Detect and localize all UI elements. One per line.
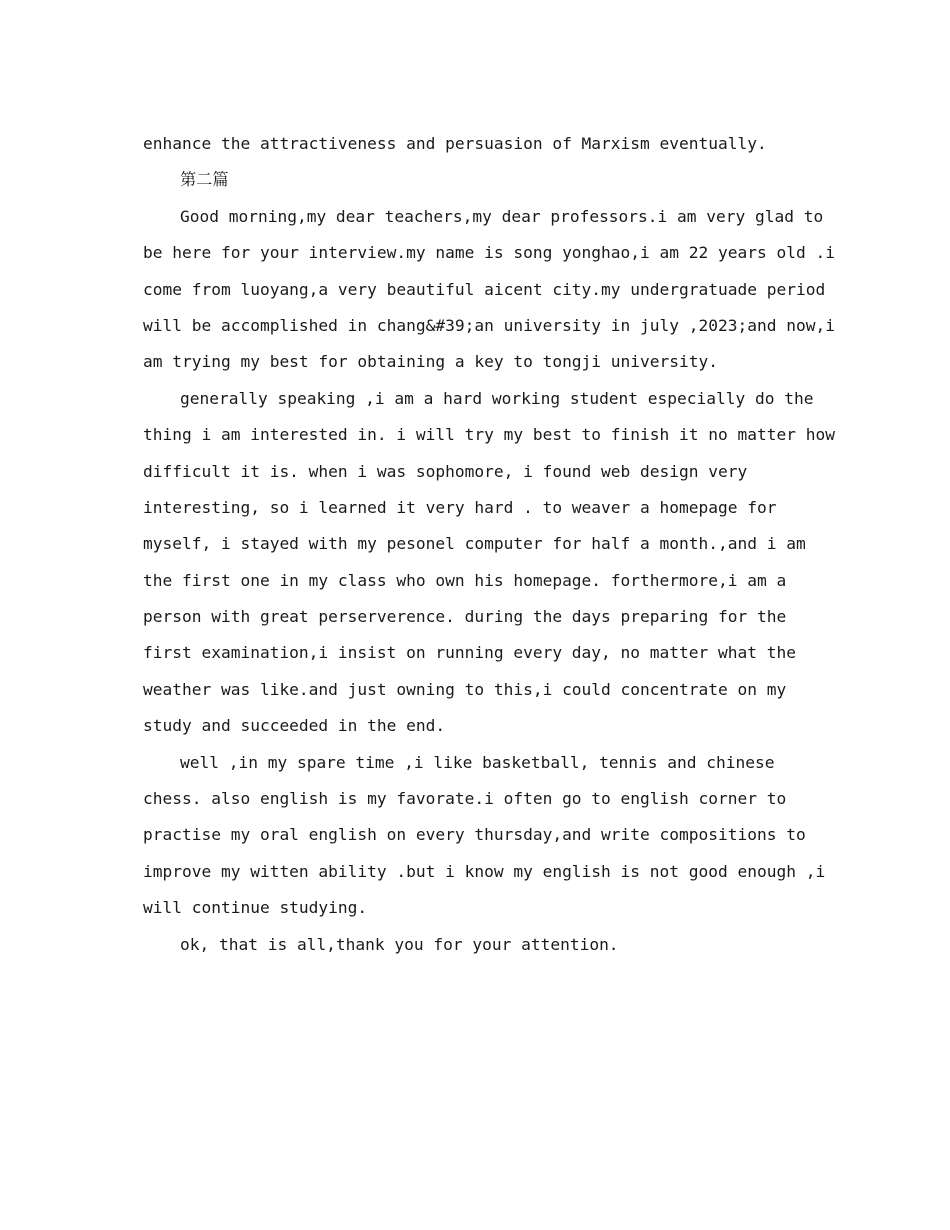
text-line: interesting, so i learned it very hard . to weaver a homepage for — [143, 497, 777, 517]
text-line: difficult it is. when i was sophomore, i found web design very — [143, 461, 748, 481]
text-line: enhance the attractiveness and persuasion of Marxism eventually. — [143, 134, 767, 153]
text-line: weather was like.and just owning to this,i could concentrate on my — [143, 679, 787, 699]
document-body — [143, 126, 835, 963]
section-heading: 第二篇 — [180, 170, 229, 190]
text-line: well ,in my spare time ,i like basketball, tennis and chinese — [180, 752, 775, 772]
text-line: generally speaking ,i am a hard working student especially do the — [180, 388, 814, 408]
text-line: study and succeeded in the end. — [143, 716, 446, 736]
text-line: thing i am interested in. i will try my best to finish it no matter how — [143, 425, 835, 445]
text-line: myself, i stayed with my pesonel computer for half a month.,and i am — [143, 534, 806, 554]
text-line: will continue studying. — [143, 898, 368, 918]
text-line: come from luoyang,a very beautiful aicent city.my undergratuade period — [143, 279, 826, 299]
text-line: the first one in my class who own his homepage. forthermore,i am a — [143, 570, 787, 590]
text-line: am trying my best for obtaining a key to tongji university. — [143, 352, 718, 372]
text-line: chess. also english is my favorate.i often go to english corner to — [143, 789, 787, 809]
text-line: improve my witten ability .but i know my english is not good enough ,i — [143, 861, 826, 881]
text-line: ok, that is all,thank you for your attention. — [180, 934, 619, 954]
text-line: person with great perserverence. during the days preparing for the — [143, 607, 787, 627]
text-line: be here for your interview.my name is song yonghao,i am 22 years old .i — [143, 243, 835, 263]
text-line: first examination,i insist on running every day, no matter what the — [143, 643, 796, 663]
text-line: Good morning,my dear teachers,my dear professors.i am very glad to — [180, 206, 824, 226]
text-line: will be accomplished in chang&#39;an university in july ,2023;and now,i — [143, 315, 835, 335]
text-line: practise my oral english on every thursday,and write compositions to — [143, 825, 806, 845]
